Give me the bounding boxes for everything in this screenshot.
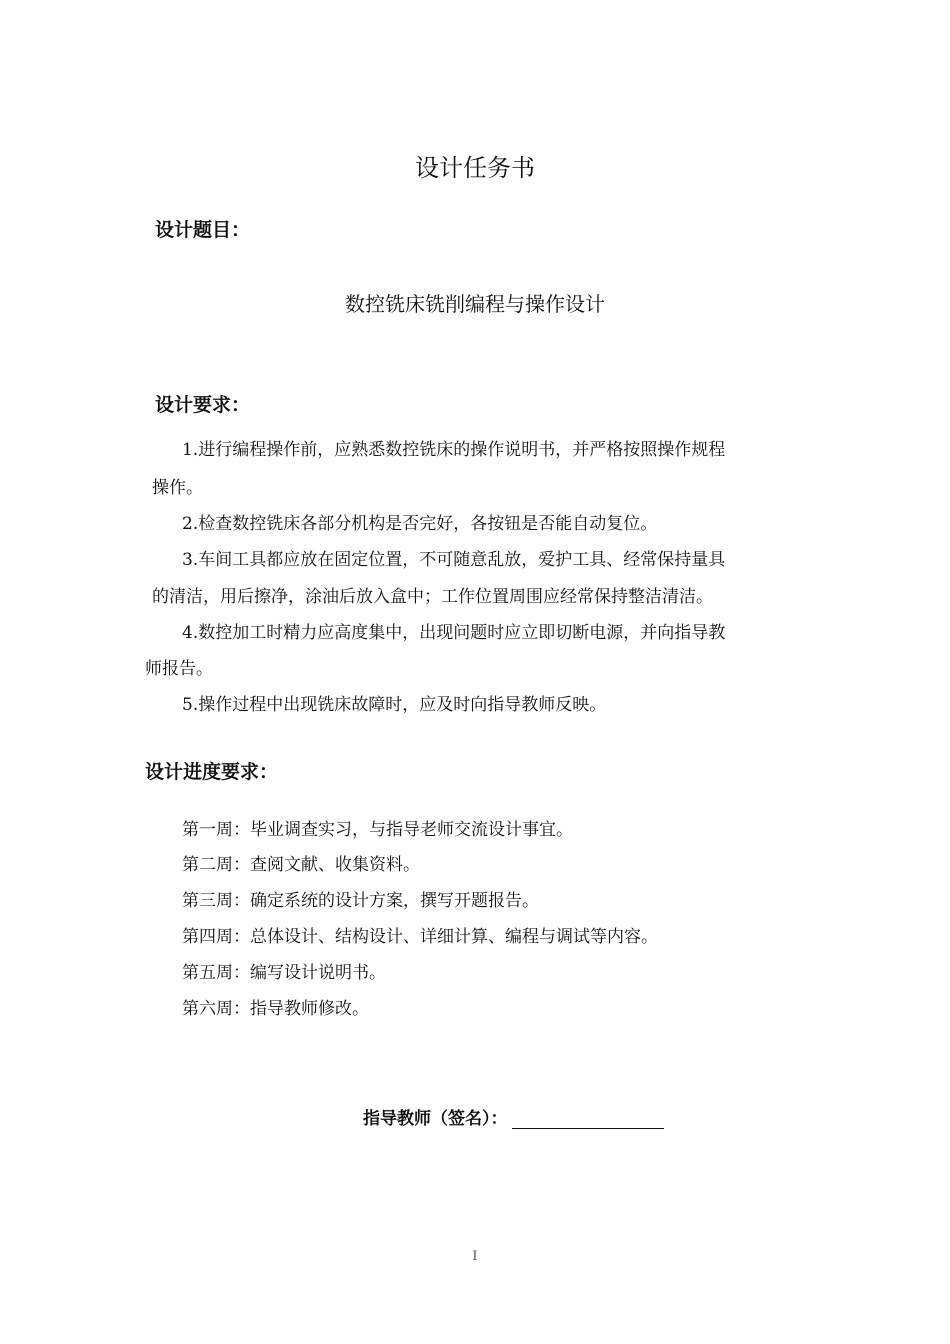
requirements-heading: 设计要求： xyxy=(155,394,251,416)
signature-label: 指导教师（签名）： xyxy=(363,1109,508,1129)
schedule-week-3: 第三周：确定系统的设计方案，撰写开题报告。 xyxy=(182,891,539,911)
requirement-4-line-2: 师报告。 xyxy=(145,659,213,679)
requirement-3-line-1: 3.车间工具都应放在固定位置，不可随意乱放，爱护工具、经常保持量具 xyxy=(182,550,726,570)
requirement-5: 5.操作过程中出现铣床故障时，应及时向指导教师反映。 xyxy=(182,695,607,715)
signature-line xyxy=(512,1110,664,1129)
schedule-week-6: 第六周：指导教师修改。 xyxy=(182,999,369,1019)
page-number: I xyxy=(472,1249,478,1264)
schedule-week-2: 第二周：查阅文献、收集资料。 xyxy=(182,855,420,875)
requirement-2: 2.检查数控铣床各部分机构是否完好，各按钮是否能自动复位。 xyxy=(182,514,658,534)
requirement-1-line-2: 操作。 xyxy=(152,478,203,498)
design-topic: 数控铣床铣削编程与操作设计 xyxy=(345,292,605,316)
requirement-4-line-1: 4.数控加工时精力应高度集中，出现问题时应立即切断电源，并向指导教 xyxy=(182,623,726,643)
requirement-1-line-1: 1.进行编程操作前，应熟悉数控铣床的操作说明书，并严格按照操作规程 xyxy=(182,440,726,460)
requirement-3-line-2: 的清洁，用后擦净，涂油后放入盒中；工作位置周围应经常保持整洁清洁。 xyxy=(152,587,713,607)
topic-heading: 设计题目： xyxy=(155,219,251,241)
schedule-heading: 设计进度要求： xyxy=(145,761,279,783)
schedule-week-4: 第四周：总体设计、结构设计、详细计算、编程与调试等内容。 xyxy=(182,927,658,947)
schedule-week-1: 第一周：毕业调查实习，与指导老师交流设计事宜。 xyxy=(182,820,573,840)
page-title: 设计任务书 xyxy=(415,154,535,182)
schedule-week-5: 第五周：编写设计说明书。 xyxy=(182,963,386,983)
signature-block xyxy=(363,1104,664,1129)
